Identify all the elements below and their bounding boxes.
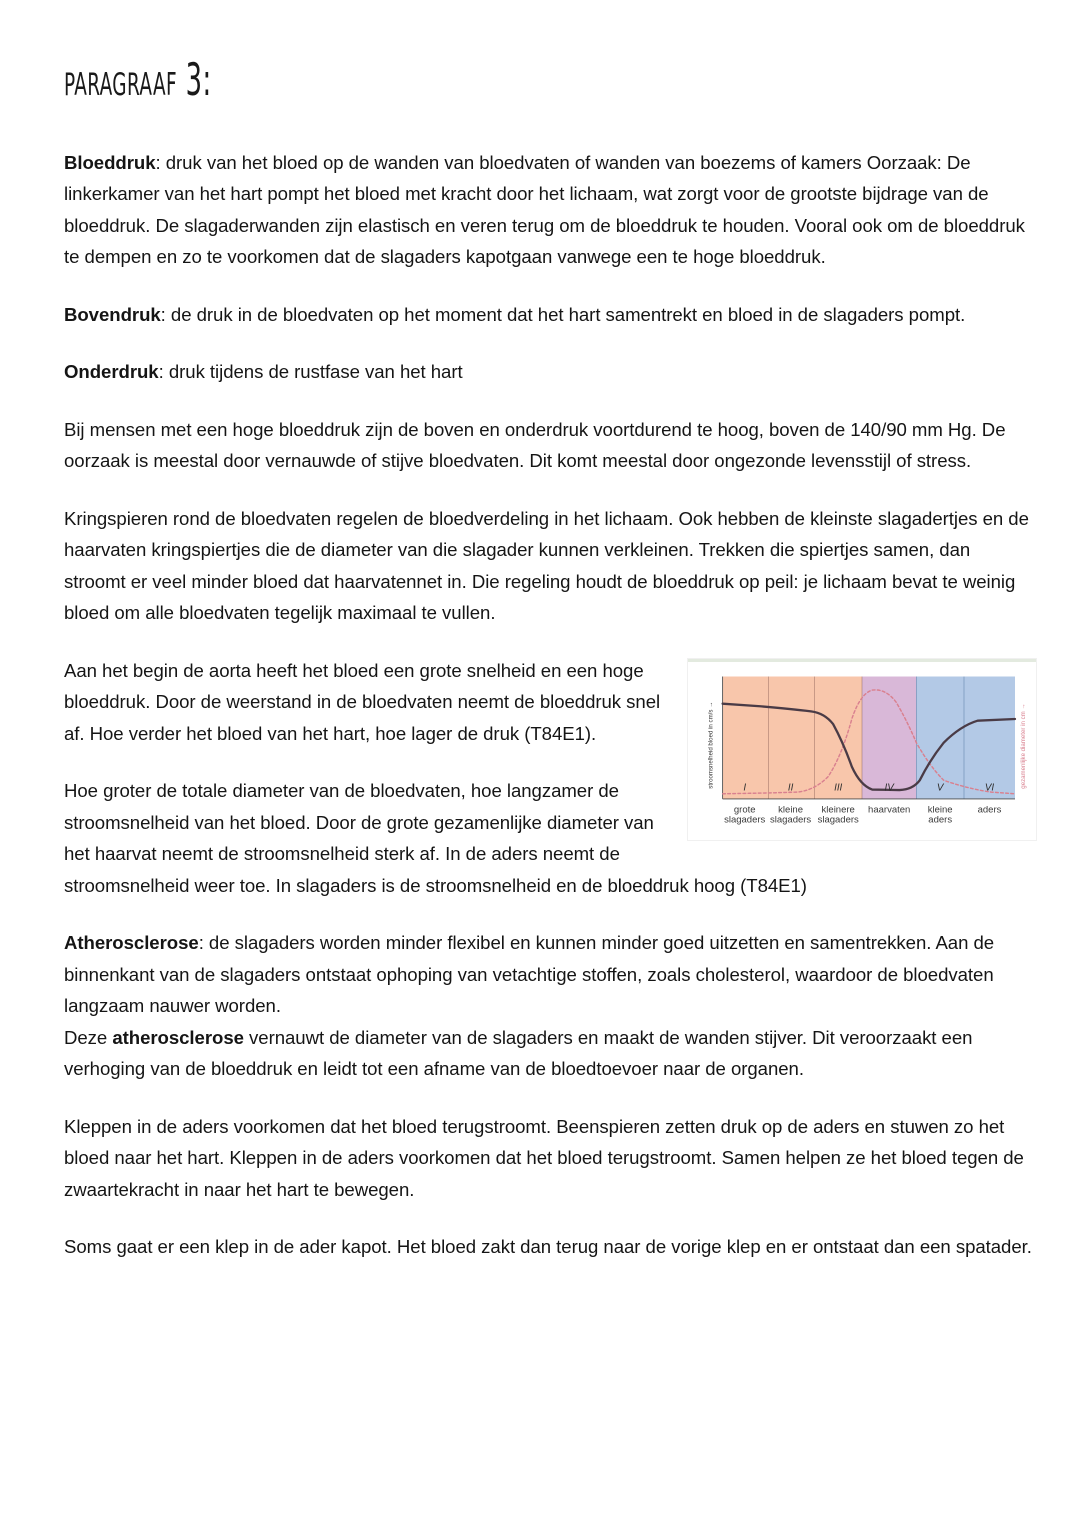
region-aders: [916, 676, 1015, 798]
term-bloeddruk: Bloeddruk: [64, 151, 156, 173]
chart-region-marker-i: I: [743, 781, 747, 793]
chart-xtick-4-line1: kleine: [927, 803, 953, 815]
chart-xtick-0-line2: slagaders: [724, 814, 766, 826]
paragraph-aorta: Aan het begin de aorta heeft het bloed een grote snelheid en een hoge bloeddruk. Door de weerstand in de bloedvaten neemt de bloeddruk snel af. Hoe verder het bloed van het hart, hoe lager de druk (T84E1).: [64, 659, 661, 744]
document-body: [64, 147, 1036, 1289]
chart-xtick-4-line2: aders: [928, 814, 953, 826]
paragraph-onderdruk: [64, 356, 1036, 388]
text-atherosclerose-2-pre: Deze: [64, 1026, 113, 1048]
term-onderdruk: Onderdruk: [64, 361, 159, 382]
chart-region-marker-vi: VI: [984, 781, 995, 793]
chart-bloedstroom: [692, 668, 1032, 835]
paragraph-hoge-bloeddruk: Bij mensen met een hoge bloeddruk zijn de boven en onderdruk voortdurend te hoog, boven de 140/90 mm Hg. De oorzaak is meestal door vernauwde of stijve bloedvaten. Dit komt meestal door ongezonde levensstijl of stress.: [64, 418, 1006, 471]
sep-bloeddruk: :: [155, 151, 166, 173]
chart-region-marker-iv: IV: [884, 781, 894, 793]
paragraph-bovendruk: [64, 299, 1036, 331]
chart-xtick-2-line2: slagaders: [817, 814, 859, 826]
page-title: paragraaf 3:: [64, 55, 212, 107]
chart-xtick-0-line1: grote: [733, 803, 756, 815]
paragraph-spatader: Soms gaat er een klep in de ader kapot. Het bloed zakt dan terug naar de vorige klep en er ontstaat dan een spatader.: [64, 1236, 1032, 1257]
term-bovendruk: Bovendruk: [64, 303, 161, 325]
text-bovendruk: de druk in de bloedvaten op het moment dat het hart samentrekt en bloed in de slagaders pompt.: [170, 303, 966, 325]
paragraph-bloeddruk: [64, 147, 1036, 273]
text-onderdruk: druk tijdens de rustfase van het hart: [168, 361, 463, 382]
text-bloeddruk: druk van het bloed op de wanden van bloedvaten of wanden van boezems of kamers Oorzaak: De linkerkamer van het hart pompt het bloed met kracht door het lichaam, wat zorgt voor de grootste bijdrage van de bloeddruk. De slagaderwanden zijn elastisch en veren terug om de bloeddruk te houden. Vooral ook om de bloeddruk te dempen en zo te voorkomen dat de slagaders kapotgaan vanwege een te hoge bloeddruk.: [64, 151, 1025, 267]
chart-xtick-1-line1: kleine: [778, 803, 804, 815]
paragraph-atherosclerose-1: [64, 927, 1036, 1022]
paragraph-kringspieren: Kringspieren rond de bloedvaten regelen de bloedverdeling in het lichaam. Ook hebben de kleinste slagadertjes en de haarvaten kringspiertjes die de diameter van die slagader kunnen verkleinen. Trekken die spiertjes samen, dan stroomt er veel minder bloed dat haarvatennet in. Die regeling houdt de bloeddruk op peil: je lichaam bevat te weinig bloed om alle bloedvaten tegelijk maximaal te vullen.: [64, 507, 1029, 623]
term-atherosclerose: Atherosclerose: [64, 932, 199, 953]
text-atherosclerose-2-post: vernauwt de diameter van de slagaders en maakt de wanden stijver. Dit veroorzaakt een verhoging van de bloeddruk en leidt tot een afname van de bloedtoevoer naar de organen.: [64, 1026, 973, 1079]
chart-xtick-1-line2: slagaders: [770, 814, 812, 826]
text-atherosclerose-1: de slagaders worden minder flexibel en kunnen minder goed uitzetten en samentrekken. Aan de binnenkant van de slagaders ontstaat ophoping van vetachtige stoffen, zoals cholesterol, waardoor de bloedvaten langzaam nauwer worden.: [64, 932, 995, 1016]
sep-onderdruk: :: [158, 361, 169, 382]
figure-bloedstroom-diagram: [688, 659, 1036, 841]
chart-region-marker-v: V: [936, 781, 944, 793]
chart-region-marker-ii: II: [787, 781, 794, 793]
paragraph-atherosclerose-2: [64, 1022, 1036, 1085]
term-atherosclerose-inline: atherosclerose: [112, 1026, 244, 1048]
chart-xtick-3: haarvaten: [868, 803, 911, 815]
chart-xtick-2-line1: kleinere: [821, 803, 855, 815]
chart-y-axis-label-right: gezamenlijke diameter in cm →: [1020, 702, 1028, 789]
sep-bovendruk: :: [160, 303, 171, 325]
chart-regions: [723, 676, 1015, 798]
sep-atherosclerose: :: [198, 932, 209, 953]
paragraph-diameter: Hoe groter de totale diameter van de bloedvaten, hoe langzamer de stroomsnelheid van het bloed. Door de grote gezamenlijke diameter van het haarvat neemt de stroomsnelheid sterk af. In de aders neemt de stroomsnelheid weer toe. In slagaders is de stroomsnelheid en de bloeddruk hoog (T84E1): [64, 780, 807, 896]
chart-xtick-5: aders: [977, 803, 1002, 815]
chart-y-axis-label: stroomsnelheid bloed in cm/s →: [707, 701, 715, 789]
chart-region-marker-iii: III: [834, 781, 843, 793]
paragraph-kleppen: Kleppen in de aders voorkomen dat het bloed terugstroomt. Beenspieren zetten druk op de aders en stuwen zo het bloed naar het hart. Kleppen in de aders voorkomen dat het bloed terugstroomt. Samen helpen ze het bloed tegen de zwaartekracht in naar het hart te bewegen.: [64, 1115, 1024, 1200]
